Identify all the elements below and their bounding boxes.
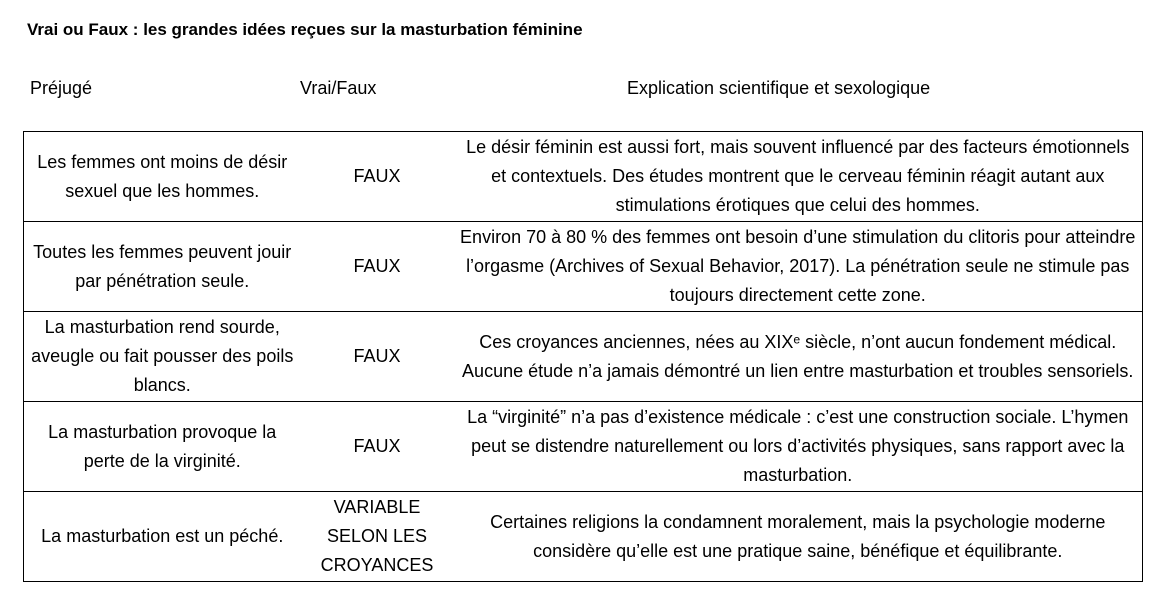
table-row [24,222,1143,312]
table-row [24,132,1143,222]
column-header-vrai-faux: Vrai/Faux [300,78,377,98]
myths-table [23,131,1143,582]
prejuge-cell: La masturbation provoque la perte de la virginité. [24,402,301,492]
prejuge-cell: La masturbation rend sourde, aveugle ou fait pousser des poils blancs. [24,312,301,402]
column-header-prejuge: Préjugé [30,78,93,98]
verdict-cell: FAUX [301,402,454,492]
verdict-cell: VARIABLE SELON LES CROYANCES [301,492,454,582]
explication-cell: Ces croyances anciennes, nées au XIXᵉ siècle, n’ont aucun fondement médical. Aucune étude n’a jamais démontré un lien entre masturbation et troubles sensoriels. [454,312,1143,402]
table-row [24,312,1143,402]
verdict-cell: FAUX [301,132,454,222]
verdict-cell: FAUX [301,222,454,312]
table-row [24,402,1143,492]
page-title: Vrai ou Faux : les grandes idées reçues sur la masturbation féminine [27,20,583,39]
column-header-explication: Explication scientifique et sexologique [627,78,931,98]
explication-cell: Certaines religions la condamnent moralement, mais la psychologie moderne considère qu’elle est une pratique saine, bénéfique et équilibrante. [454,492,1143,582]
prejuge-cell: Les femmes ont moins de désir sexuel que les hommes. [24,132,301,222]
prejuge-cell: La masturbation est un péché. [24,492,301,582]
explication-cell: Le désir féminin est aussi fort, mais souvent influencé par des facteurs émotionnels et contextuels. Des études montrent que le cerveau féminin réagit autant aux stimulations érotiques que celui des hommes. [454,132,1143,222]
explication-cell: Environ 70 à 80 % des femmes ont besoin d’une stimulation du clitoris pour atteindre l’orgasme (Archives of Sexual Behavior, 2017). La pénétration seule ne stimule pas toujours directement cette zone. [454,222,1143,312]
verdict-cell: FAUX [301,312,454,402]
prejuge-cell: Toutes les femmes peuvent jouir par pénétration seule. [24,222,301,312]
explication-cell: La “virginité” n’a pas d’existence médicale : c’est une construction sociale. L’hymen peut se distendre naturellement ou lors d’activités physiques, sans rapport avec la masturbation. [454,402,1143,492]
table-row [24,492,1143,582]
